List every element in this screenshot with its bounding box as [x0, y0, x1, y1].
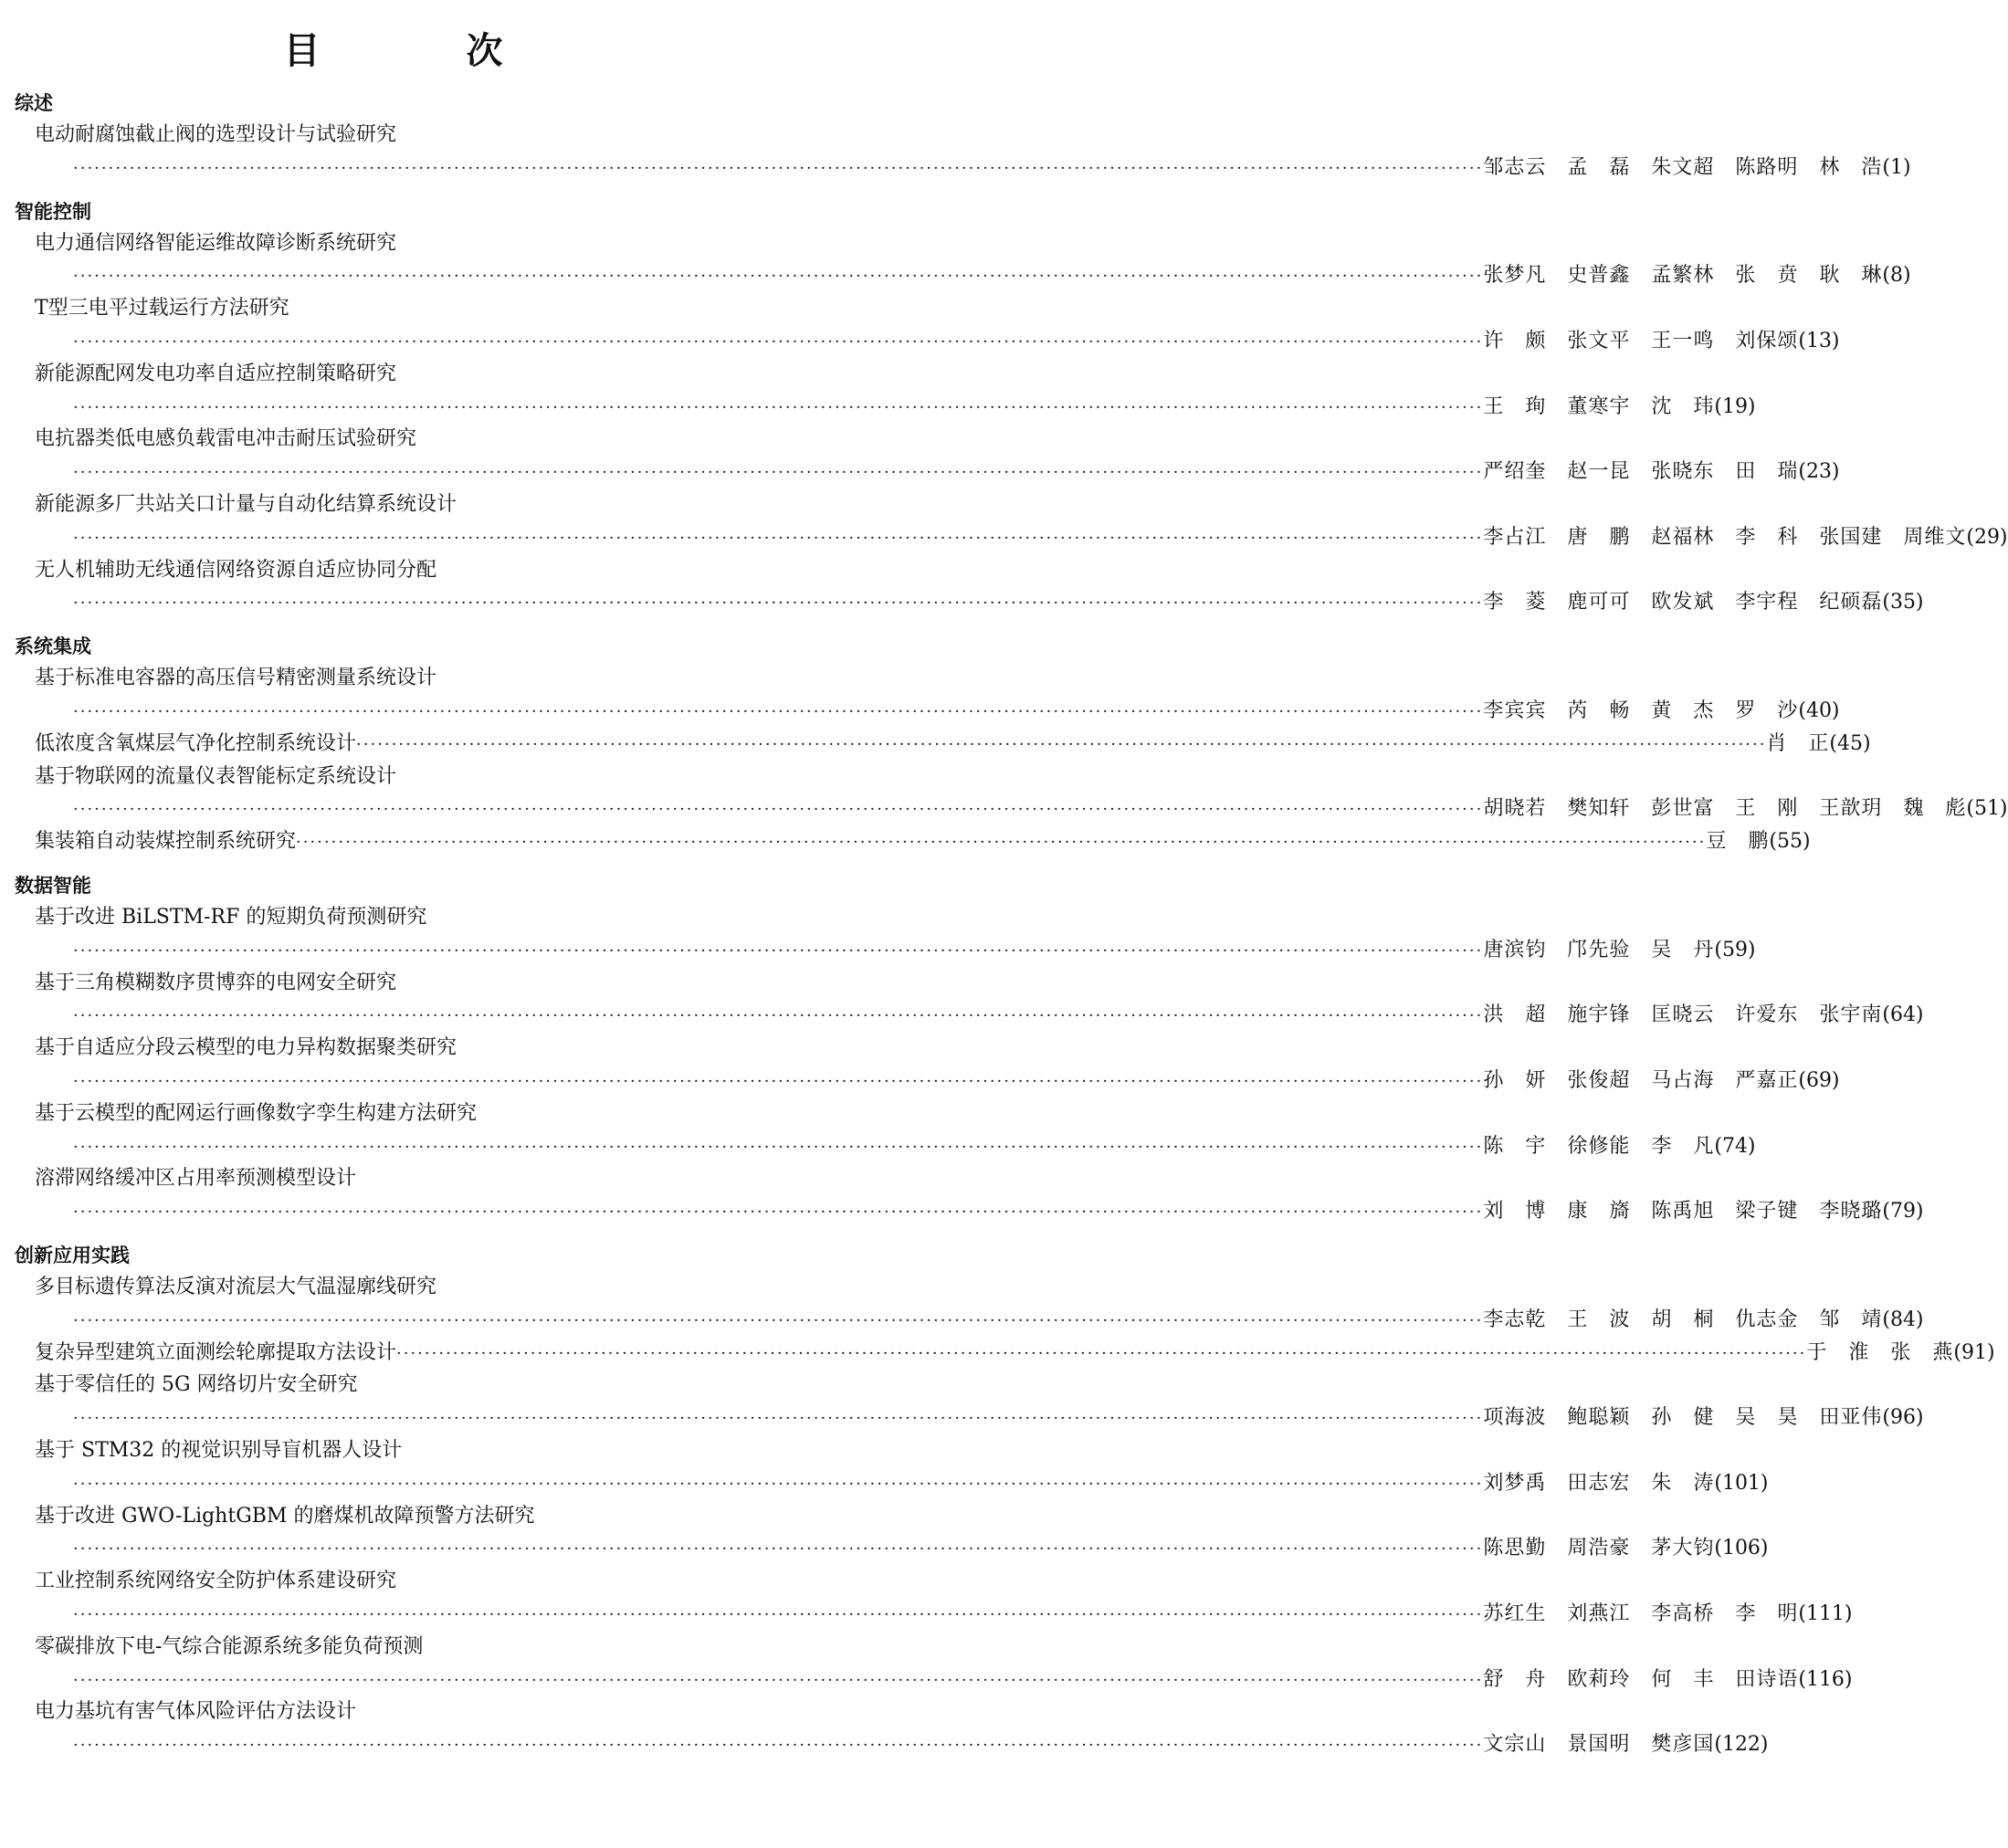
- entry-author-line: [73, 457, 1840, 488]
- entry-authors: 唐滨钧 邝先验 吴 丹: [1483, 938, 1715, 961]
- entry-author-line: [73, 1066, 1840, 1097]
- entry-page-number: (55): [1769, 830, 1811, 854]
- entry-authors: 文宗山 景国明 樊彦国: [1483, 1733, 1715, 1757]
- dot-leader: ········································································································································································································: [396, 1343, 1807, 1363]
- section-heading: 综述: [15, 92, 53, 114]
- section-heading: 创新应用实践: [15, 1244, 130, 1266]
- entry-title[interactable]: 电力基坑有害气体风险评估方法设计: [35, 1700, 357, 1724]
- entry-page-number: (8): [1882, 264, 1911, 288]
- entry-authors: 洪 超 施宇锋 匡晓云 许爱东 张宇南: [1483, 1003, 1883, 1027]
- entry-author-line: [73, 1306, 1924, 1336]
- dot-leader: ········································································································································································································: [73, 397, 1484, 417]
- entry-page-number: (74): [1714, 1134, 1756, 1158]
- section-heading: 系统集成: [15, 635, 91, 658]
- entry-author-line: [73, 936, 1756, 966]
- entry-authors: 王 珣 董寒宇 沈 玮: [1483, 394, 1715, 418]
- entry-title[interactable]: 基于改进 BiLSTM-RF 的短期负荷预测研究: [35, 906, 427, 929]
- entry-authors: 肖 正: [1766, 731, 1830, 755]
- entry-authors: 项海波 鲍聪颖 孙 健 吴 昊 田亚伟: [1483, 1406, 1883, 1430]
- entry-authors: 陈 宇 徐修能 李 凡: [1483, 1134, 1715, 1158]
- entry-page-number: (122): [1714, 1733, 1769, 1757]
- entry-author-line: [73, 794, 2008, 824]
- entry-author-line: [73, 1197, 1924, 1227]
- entry-author-line: [73, 261, 1911, 291]
- entry-authors: 李志乾 王 波 胡 桐 仇志金 邹 靖: [1483, 1307, 1883, 1331]
- entry-authors: 刘 博 康 旖 陈禹旭 梁子键 李晓璐: [1483, 1200, 1883, 1223]
- dot-leader: ········································································································································································································: [73, 1202, 1484, 1223]
- dot-leader: ········································································································································································································: [73, 1409, 1484, 1429]
- dot-leader: ········································································································································································································: [73, 1310, 1484, 1330]
- entry-page-number: (91): [1953, 1340, 1995, 1364]
- dot-leader: ········································································································································································································: [296, 833, 1707, 853]
- entry-page-number: (64): [1882, 1003, 1924, 1027]
- entry-author-line: [73, 1730, 1769, 1760]
- dot-leader: ········································································································································································································: [73, 1605, 1484, 1624]
- entry-page-number: (40): [1798, 699, 1840, 722]
- entry-title[interactable]: 基于云模型的配网运行画像数字孪生构建方法研究: [35, 1101, 478, 1125]
- entry-title[interactable]: 溶滞网络缓冲区占用率预测模型设计: [35, 1167, 357, 1191]
- entry-title[interactable]: 多目标遗传算法反演对流层大气温湿廓线研究: [35, 1276, 437, 1298]
- entry-title[interactable]: 基于标准电容器的高压信号精密测量系统设计: [35, 667, 437, 690]
- entry-authors: 李占江 唐 鹏 赵福林 李 科 张国建 周维文: [1483, 525, 1967, 549]
- entry-page-number: (116): [1798, 1667, 1853, 1691]
- dot-leader: ········································································································································································································: [73, 702, 1484, 721]
- toc-entry[interactable]: [35, 730, 1871, 760]
- entry-title[interactable]: 基于 STM32 的视觉识别导盲机器人设计: [35, 1439, 403, 1462]
- dot-leader: ········································································································································································································: [73, 800, 1484, 820]
- dot-leader: ········································································································································································································: [73, 1736, 1484, 1756]
- entry-authors: 胡晓若 樊知轩 彭世富 王 刚 王歆玥 魏 彪: [1483, 797, 1967, 821]
- entry-author-line: [73, 327, 1840, 357]
- entry-page-number: (51): [1966, 797, 2008, 821]
- entry-authors: 严绍奎 赵一昆 张晓东 田 瑞: [1483, 460, 1799, 484]
- dot-leader: ········································································································································································································: [73, 1072, 1484, 1091]
- section-heading: 数据智能: [15, 875, 91, 897]
- entry-author-line: [73, 1469, 1769, 1499]
- toc-entry[interactable]: [35, 827, 1811, 857]
- entry-title[interactable]: 基于自适应分段云模型的电力异构数据聚类研究: [35, 1036, 457, 1060]
- entry-title[interactable]: 零碳排放下电-气综合能源系统多能负荷预测: [35, 1634, 424, 1658]
- dot-leader: ········································································································································································································: [73, 332, 1484, 352]
- entry-title: 集装箱自动装煤控制系统研究: [35, 830, 297, 854]
- entry-authors: 苏红生 刘燕江 李高桥 李 明: [1483, 1602, 1799, 1625]
- entry-page-number: (35): [1882, 591, 1924, 614]
- entry-title[interactable]: 基于零信任的 5G 网络切片安全研究: [35, 1373, 358, 1397]
- entry-authors: 陈思勤 周浩豪 茅大钧: [1483, 1537, 1715, 1560]
- entry-title[interactable]: 新能源配网发电功率自适应控制策略研究: [35, 362, 397, 385]
- entry-authors: 孙 妍 张俊超 马占海 严嘉正: [1483, 1069, 1799, 1092]
- entry-authors: 豆 鹏: [1706, 830, 1770, 854]
- entry-page-number: (23): [1798, 460, 1840, 484]
- entry-author-line: [73, 1665, 1853, 1696]
- entry-author-line: [73, 1600, 1853, 1630]
- entry-page-number: (84): [1882, 1307, 1924, 1331]
- dot-leader: ········································································································································································································: [73, 267, 1484, 287]
- entry-page-number: (106): [1714, 1537, 1769, 1560]
- entry-page-number: (45): [1829, 731, 1871, 755]
- entry-title[interactable]: 基于三角模糊数序贯博弈的电网安全研究: [35, 971, 397, 994]
- entry-authors: 刘梦禹 田志宏 朱 涛: [1483, 1471, 1715, 1495]
- entry-author-line: [73, 523, 2008, 553]
- entry-title[interactable]: 电抗器类低电感负载雷电冲击耐压试验研究: [35, 427, 417, 451]
- dot-leader: ········································································································································································································: [73, 463, 1484, 483]
- dot-leader: ········································································································································································································: [73, 940, 1484, 961]
- entry-author-line: [73, 1001, 1924, 1031]
- entry-author-line: [73, 588, 1924, 618]
- entry-page-number: (96): [1882, 1406, 1924, 1430]
- dot-leader: ········································································································································································································: [73, 1006, 1484, 1026]
- entry-authors: 张梦凡 史普鑫 孟繁林 张 贲 耿 琳: [1483, 264, 1883, 288]
- entry-title[interactable]: 基于物联网的流量仪表智能标定系统设计: [35, 764, 397, 788]
- entry-author-line: [73, 393, 1756, 423]
- entry-page-number: (79): [1882, 1200, 1924, 1223]
- page-title: 目 次: [283, 29, 558, 72]
- entry-authors: 李宾宾 芮 畅 黄 杰 罗 沙: [1483, 699, 1799, 722]
- entry-title[interactable]: 基于改进 GWO-LightGBM 的磨煤机故障预警方法研究: [35, 1504, 535, 1528]
- entry-title[interactable]: 工业控制系统网络安全防护体系建设研究: [35, 1570, 397, 1593]
- entry-title: 复杂异型建筑立面测绘轮廓提取方法设计: [35, 1340, 397, 1364]
- dot-leader: ········································································································································································································: [73, 1539, 1484, 1559]
- entry-title[interactable]: 电动耐腐蚀截止阀的选型设计与试验研究: [35, 123, 397, 146]
- dot-leader: ········································································································································································································: [73, 593, 1484, 614]
- dot-leader: ········································································································································································································: [73, 158, 1484, 178]
- dot-leader: ········································································································································································································: [73, 1670, 1484, 1690]
- entry-page-number: (101): [1714, 1471, 1769, 1495]
- dot-leader: ········································································································································································································: [73, 528, 1484, 548]
- dot-leader: ········································································································································································································: [73, 1137, 1484, 1157]
- section-heading: 智能控制: [15, 200, 91, 223]
- entry-title[interactable]: 无人机辅助无线通信网络资源自适应协同分配: [35, 558, 437, 582]
- entry-page-number: (1): [1882, 155, 1911, 179]
- entry-page-number: (111): [1798, 1602, 1853, 1625]
- dot-leader: ········································································································································································································: [73, 1474, 1484, 1494]
- entry-title[interactable]: 新能源多厂共站关口计量与自动化结算系统设计: [35, 493, 457, 516]
- entry-author-line: [73, 697, 1840, 727]
- entry-authors: 邹志云 孟 磊 朱文超 陈路明 林 浩: [1483, 155, 1883, 179]
- entry-page-number: (13): [1798, 330, 1840, 352]
- entry-author-line: [73, 1132, 1756, 1162]
- toc-entry[interactable]: [35, 1339, 1995, 1369]
- entry-author-line: [73, 153, 1911, 184]
- dot-leader: ········································································································································································································: [356, 734, 1767, 754]
- entry-authors: 许 颇 张文平 王一鸣 刘保颂: [1483, 330, 1799, 352]
- entry-authors: 于 淮 张 燕: [1806, 1340, 1954, 1364]
- entry-authors: 李 菱 鹿可可 欧发斌 李宇程 纪硕磊: [1483, 591, 1883, 614]
- entry-title[interactable]: T型三电平过载运行方法研究: [35, 297, 289, 320]
- entry-title[interactable]: 电力通信网络智能运维故障诊断系统研究: [35, 231, 397, 255]
- entry-page-number: (69): [1798, 1069, 1840, 1092]
- entry-page-number: (29): [1966, 525, 2008, 549]
- entry-page-number: (19): [1714, 394, 1756, 418]
- entry-author-line: [73, 1534, 1769, 1564]
- entry-authors: 舒 舟 欧莉玲 何 丰 田诗语: [1483, 1667, 1799, 1691]
- entry-author-line: [73, 1403, 1924, 1433]
- entry-page-number: (59): [1714, 938, 1756, 961]
- entry-title: 低浓度含氧煤层气净化控制系统设计: [35, 731, 357, 755]
